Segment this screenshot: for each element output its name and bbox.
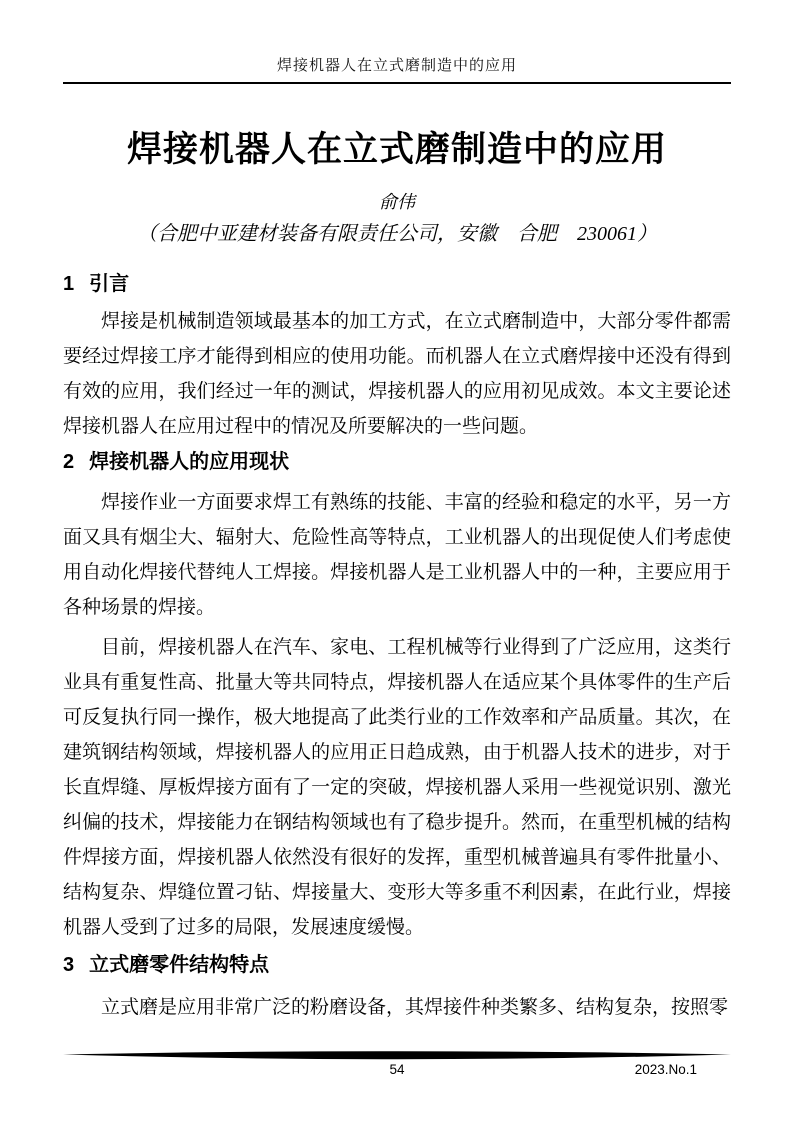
section-2-paragraph-1: 焊接作业一方面要求焊工有熟练的技能、丰富的经验和稳定的水平，另一方面又具有烟尘大、辐射大、危险性高等特点，工业机器人的出现促使人们考虑使用自动化焊接代替纯人工焊接。焊接机器人是工业机器人中的一种，主要应用于各种场景的焊接。 (63, 492, 731, 618)
section-3-heading (63, 951, 731, 979)
section-3-number: 3 (63, 954, 75, 976)
section-2-paragraph-2: 目前，焊接机器人在汽车、家电、工程机械等行业得到了广泛应用，这类行业具有重复性高、批量大等共同特点，焊接机器人在适应某个具体零件的生产后可反复执行同一操作，极大地提高了此类行业的工作效率和产品质量。其次，在建筑钢结构领域，焊接机器人的应用正日趋成熟，由于机器人技术的进步，对于长直焊缝、厚板焊接方面有了一定的突破，焊接机器人采用一些视觉识别、激光纠偏的技术，焊接能力在钢结构领域也有了稳步提升。然而，在重型机械的结构件焊接方面，焊接机器人依然没有很好的发挥，重型机械普遍具有零件批量小、结构复杂、焊缝位置刁钻、焊接量大、变形大等多重不利因素，在此行业，焊接机器人受到了过多的局限，发展速度缓慢。 (63, 637, 731, 938)
section-2-number: 2 (63, 451, 75, 473)
section-1-label: 引言 (89, 273, 130, 295)
section-2-heading (63, 448, 731, 476)
document-title: 焊接机器人在立式磨制造中的应用 (126, 130, 667, 169)
section-3-label: 立式磨零件结构特点 (89, 954, 270, 976)
section-1-paragraph-1: 焊接是机械制造领域最基本的加工方式，在立式磨制造中，大部分零件都需要经过焊接工序才能得到相应的使用功能。而机器人在立式磨焊接中还没有得到有效的应用，我们经过一年的测试，焊接机器人的应用初见成效。本文主要论述焊接机器人在应用过程中的情况及所要解决的一些问题。 (63, 311, 731, 437)
footer-issue-label: 2023.No.1 (634, 1062, 697, 1077)
running-header-title: 焊接机器人在立式磨制造中的应用 (276, 58, 517, 74)
section-2-label: 焊接机器人的应用现状 (89, 451, 290, 473)
author-name: 俞伟 (379, 192, 415, 212)
running-header (63, 0, 731, 84)
footer-tapered-rule (63, 1050, 731, 1061)
author-affiliation: （合肥中亚建材装备有限责任公司，安徽 合肥 230061） (137, 223, 657, 245)
section-3-paragraph-1: 立式磨是应用非常广泛的粉磨设备，其焊接件种类繁多、结构复杂，按照零 (101, 997, 729, 1018)
section-1-number: 1 (63, 273, 75, 295)
footer-page-number: 54 (389, 1062, 405, 1077)
section-1-heading (63, 270, 731, 298)
